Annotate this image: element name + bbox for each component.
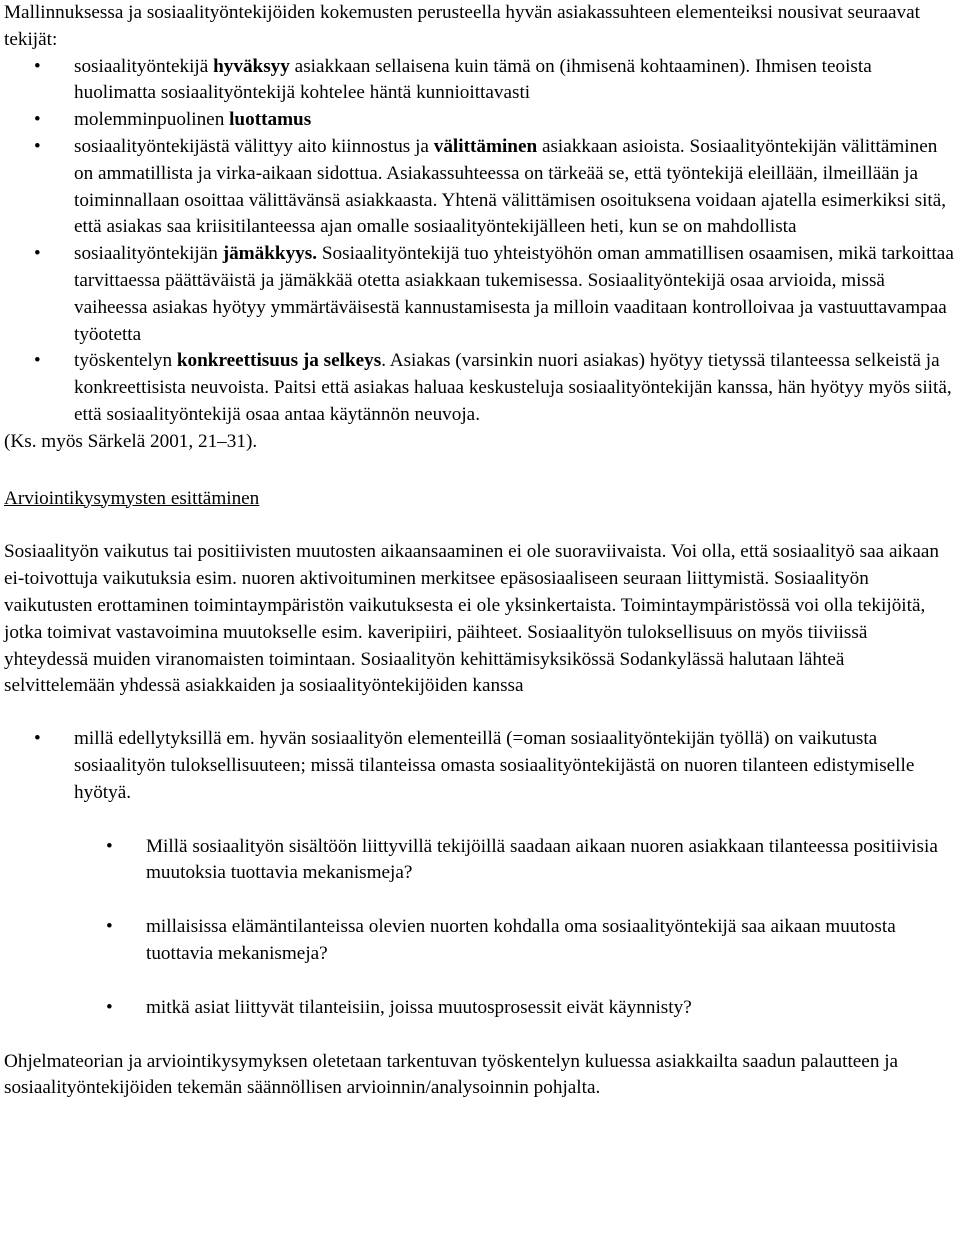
list-item (4, 726, 956, 806)
closing-paragraph: Ohjelmateorian ja arviointikysymyksen oletetaan tarkentuvan työskentelyn kuluessa asiakkailta saadun palautteen ja sosiaalityöntekijöiden tekemän säännöllisen arvioinnin/analysoinnin pohjalta. (4, 1050, 899, 1099)
list-item-text: Sosiaalityöntekijä tuo yhteistyöhön oman ammatillisen osaamisen, mikä tarkoittaa tarvittaessa päättäväistä ja jämäkkää otetta asiakkaan tukemisessa. Sosiaalityöntekijä osaa arvioida, missä vaiheessa asiakas hyötyy ymmärtäväisestä kannustamisesta ja milloin vaaditaan kontrolloivaa ja vastuuttavampaa työotetta (74, 243, 954, 345)
bullet-icon: • (34, 135, 41, 157)
list-item-text: sosiaalityöntekijästä välittyy aito kiinnostus ja (74, 135, 434, 157)
bullet-icon: • (34, 243, 41, 265)
list-item-text: asiakkaan asioista. Sosiaalityöntekijän välittäminen on ammatillista ja virka-aikaan sidottua. Asiakassuhteessa on tärkeää se, että työntekijä eleillään, ilmeillään ja toiminnallaan osoittaa välittävänsä asiakkaasta. Yhtenä välittämisen osoituksena voidaan ajatella esimerkiksi sitä, että asiakas saa kriisitilanteessa ajan omalle sosiaalityöntekijälleen heti, kun se on mahdollista (74, 135, 947, 238)
intro-paragraph: Mallinnuksessa ja sosiaalityöntekijöiden kokemusten perusteella hyvän asiakassuhteen elementeiksi nousivat seuraavat tekijät: (4, 2, 920, 50)
list-item (4, 914, 956, 968)
list-item-text: millaisissa elämäntilanteissa olevien nuorten kohdalla oma sosiaalityöntekijä saa aikaan muutosta tuottavia mekanismeja? (146, 916, 896, 964)
bullet-icon: • (106, 835, 113, 857)
list-item-emphasis: hyväksyy (213, 55, 290, 77)
bullet-icon: • (106, 996, 113, 1018)
list-item-text: sosiaalityöntekijän (74, 243, 223, 265)
reference-citation: (Ks. myös Särkelä 2001, 21–31). (4, 430, 258, 452)
list-item (4, 54, 956, 108)
document-page (4, 0, 956, 1102)
question-list (4, 726, 956, 806)
list-item (4, 348, 956, 428)
list-item-text: millä edellytyksillä em. hyvän sosiaalityön elementeillä (=oman sosiaalityöntekijän työllä) on vaikutusta sosiaalityön tuloksellisuuteen; missä tilanteissa omasta sosiaalityöntekijästä on nuoren tilanteen edistymiselle hyötyä. (74, 728, 915, 803)
section-paragraph: Sosiaalityön vaikutus tai positiivisten muutosten aikaansaaminen ei ole suoraviivaista. Voi olla, että sosiaalityö saa aikaan ei-toivottuja vaikutuksia esim. nuoren aktivoituminen merkitsee epäsosiaaliseen seuraan liittymistä. Sosiaalityön vaikutusten erottaminen toimintaympäristön vaikutuksesta ei ole yksinkertaista. Toimintaympäristössä voi olla tekijöitä, jotka toimivat vastavoimina muutokselle esim. kaveripiiri, päihteet. Sosiaalityön tuloksellisuus on myös tiiviissä yhteydessä muiden viranomaisten toimintaan. Sosiaalityön kehittämisyksikössä Sodankylässä halutaan lähteä selvittelemään yhdessä asiakkaiden ja sosiaalityöntekijöiden kanssa (4, 541, 940, 697)
list-item-text: asiakkaan sellaisena kuin tämä on (ihmisenä kohtaaminen). Ihmisen teoista huolimatta sosiaalityöntekijä kohtelee häntä kunnioittavasti (74, 55, 872, 104)
element-list (4, 54, 956, 429)
list-item-emphasis: luottamus (229, 109, 312, 131)
list-item-emphasis: jämäkkyys. (222, 243, 318, 265)
list-item (4, 107, 956, 134)
list-item-text: sosiaalityöntekijä (74, 55, 214, 77)
bullet-icon: • (34, 55, 41, 77)
list-item (4, 241, 956, 348)
bullet-icon: • (34, 350, 41, 372)
list-item-text: molemminpuolinen (74, 109, 230, 131)
sub-question-list (4, 834, 956, 1022)
list-item-text: työskentelyn (74, 350, 177, 372)
list-item-emphasis: konkreettisuus ja selkeys (176, 350, 382, 372)
section-heading: Arviointikysymysten esittäminen (4, 487, 260, 509)
list-item-emphasis: välittäminen (433, 135, 538, 157)
bullet-icon: • (34, 728, 41, 750)
list-item (4, 134, 956, 241)
bullet-icon: • (34, 109, 41, 131)
list-item-text: . Asiakas (varsinkin nuori asiakas) hyötyy tietyssä tilanteessa selkeistä ja konkreettisista neuvoista. Paitsi että asiakas haluaa keskusteluja sosiaalityöntekijän kanssa, hän hyötyy myös siitä, että sosiaalityöntekijä osaa antaa käytännön neuvoja. (74, 350, 952, 425)
bullet-icon: • (106, 916, 113, 938)
list-item (4, 834, 956, 888)
list-item (4, 995, 956, 1022)
list-item-text: mitkä asiat liittyvät tilanteisiin, joissa muutosprosessit eivät käynnisty? (146, 996, 692, 1018)
list-item-text: Millä sosiaalityön sisältöön liittyvillä tekijöillä saadaan aikaan nuoren asiakkaan tilanteessa positiivisia muutoksia tuottavia mekanismeja? (146, 835, 938, 884)
